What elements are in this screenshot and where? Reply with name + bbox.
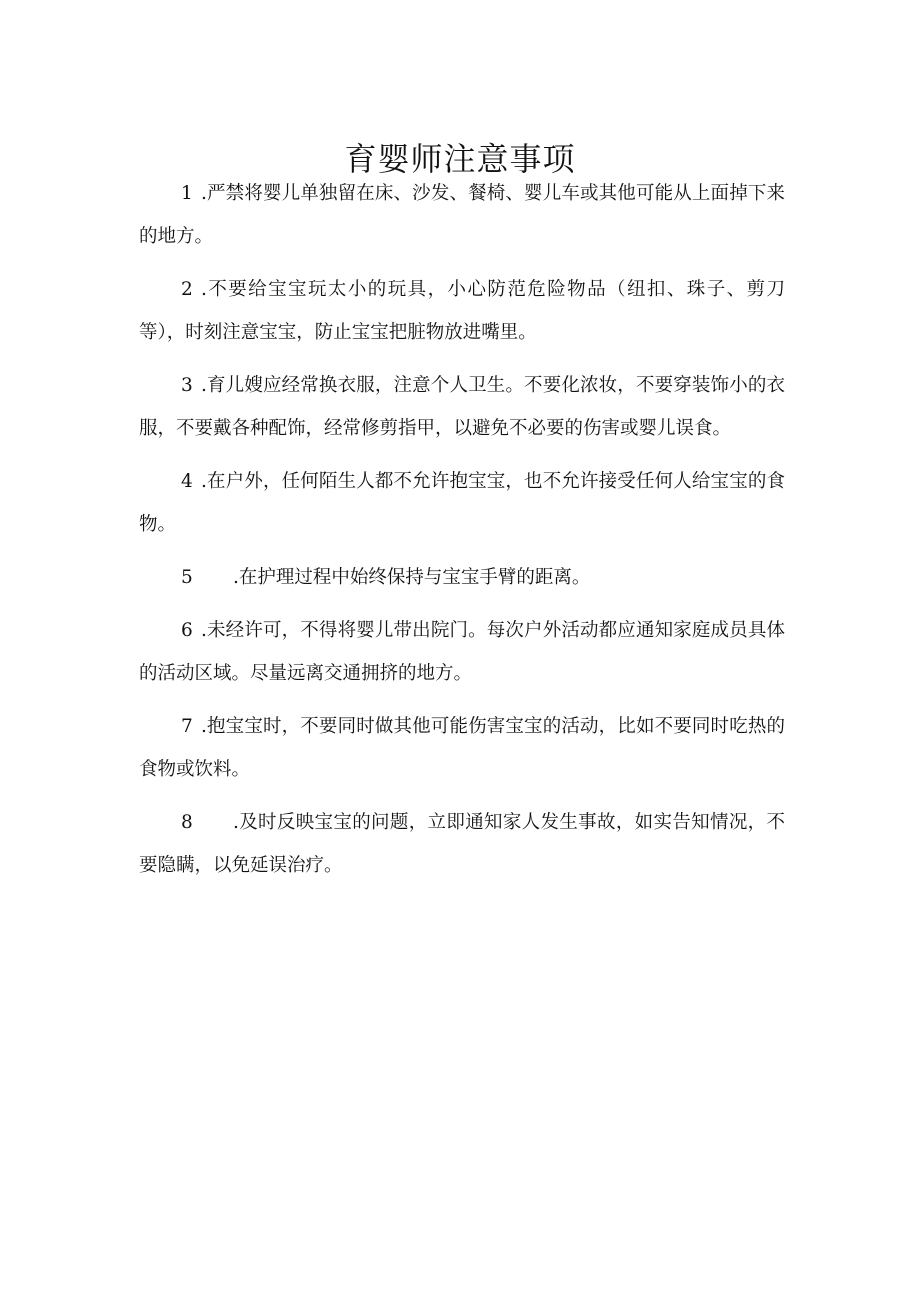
item-number: 8 — [181, 812, 193, 833]
item-text: .未经许可，不得将婴儿带出院门。每次户外活动都应通知家庭成员具体的活动区域。尽量远离交通拥挤的地方。 — [139, 620, 785, 684]
item-number: 5 — [181, 567, 193, 588]
item-text: .不要给宝宝玩太小的玩具，小心防范危险物品（纽扣、珠子、剪刀等），时刻注意宝宝，防止宝宝把脏物放进嘴里。 — [139, 279, 785, 343]
list-item — [139, 609, 785, 695]
item-text: .在护理过程中始终保持与宝宝手臂的距离。 — [233, 567, 591, 588]
item-text: .抱宝宝时，不要同时做其他可能伤害宝宝的活动，比如不要同时吃热的食物或饮料。 — [139, 716, 785, 780]
list-item — [139, 364, 785, 450]
list-item — [139, 460, 785, 546]
item-text: .育儿嫂应经常换衣服，注意个人卫生。不要化浓妆，不要穿装饰小的衣服，不要戴各种配饰，经常修剪指甲，以避免不必要的伤害或婴儿误食。 — [139, 375, 785, 439]
item-number: 7 — [181, 716, 193, 737]
item-number: 2 — [181, 279, 193, 300]
list-item — [139, 801, 785, 887]
item-number: 4 — [181, 471, 193, 492]
item-number: 1 — [181, 183, 193, 204]
item-text: .严禁将婴儿单独留在床、沙发、餐椅、婴儿车或其他可能从上面掉下来的地方。 — [139, 183, 785, 247]
list-item — [139, 556, 785, 599]
item-text: .在户外，任何陌生人都不允许抱宝宝，也不允许接受任何人给宝宝的食物。 — [139, 471, 785, 535]
notice-list — [139, 172, 785, 897]
list-item — [139, 705, 785, 791]
list-item — [139, 268, 785, 354]
document-title: 育婴师注意事项 — [344, 140, 576, 179]
item-number: 6 — [181, 620, 193, 641]
item-number: 3 — [181, 375, 193, 396]
item-text: .及时反映宝宝的问题，立即通知家人发生事故，如实告知情况，不要隐瞒，以免延误治疗。 — [139, 812, 785, 876]
list-item — [139, 172, 785, 258]
